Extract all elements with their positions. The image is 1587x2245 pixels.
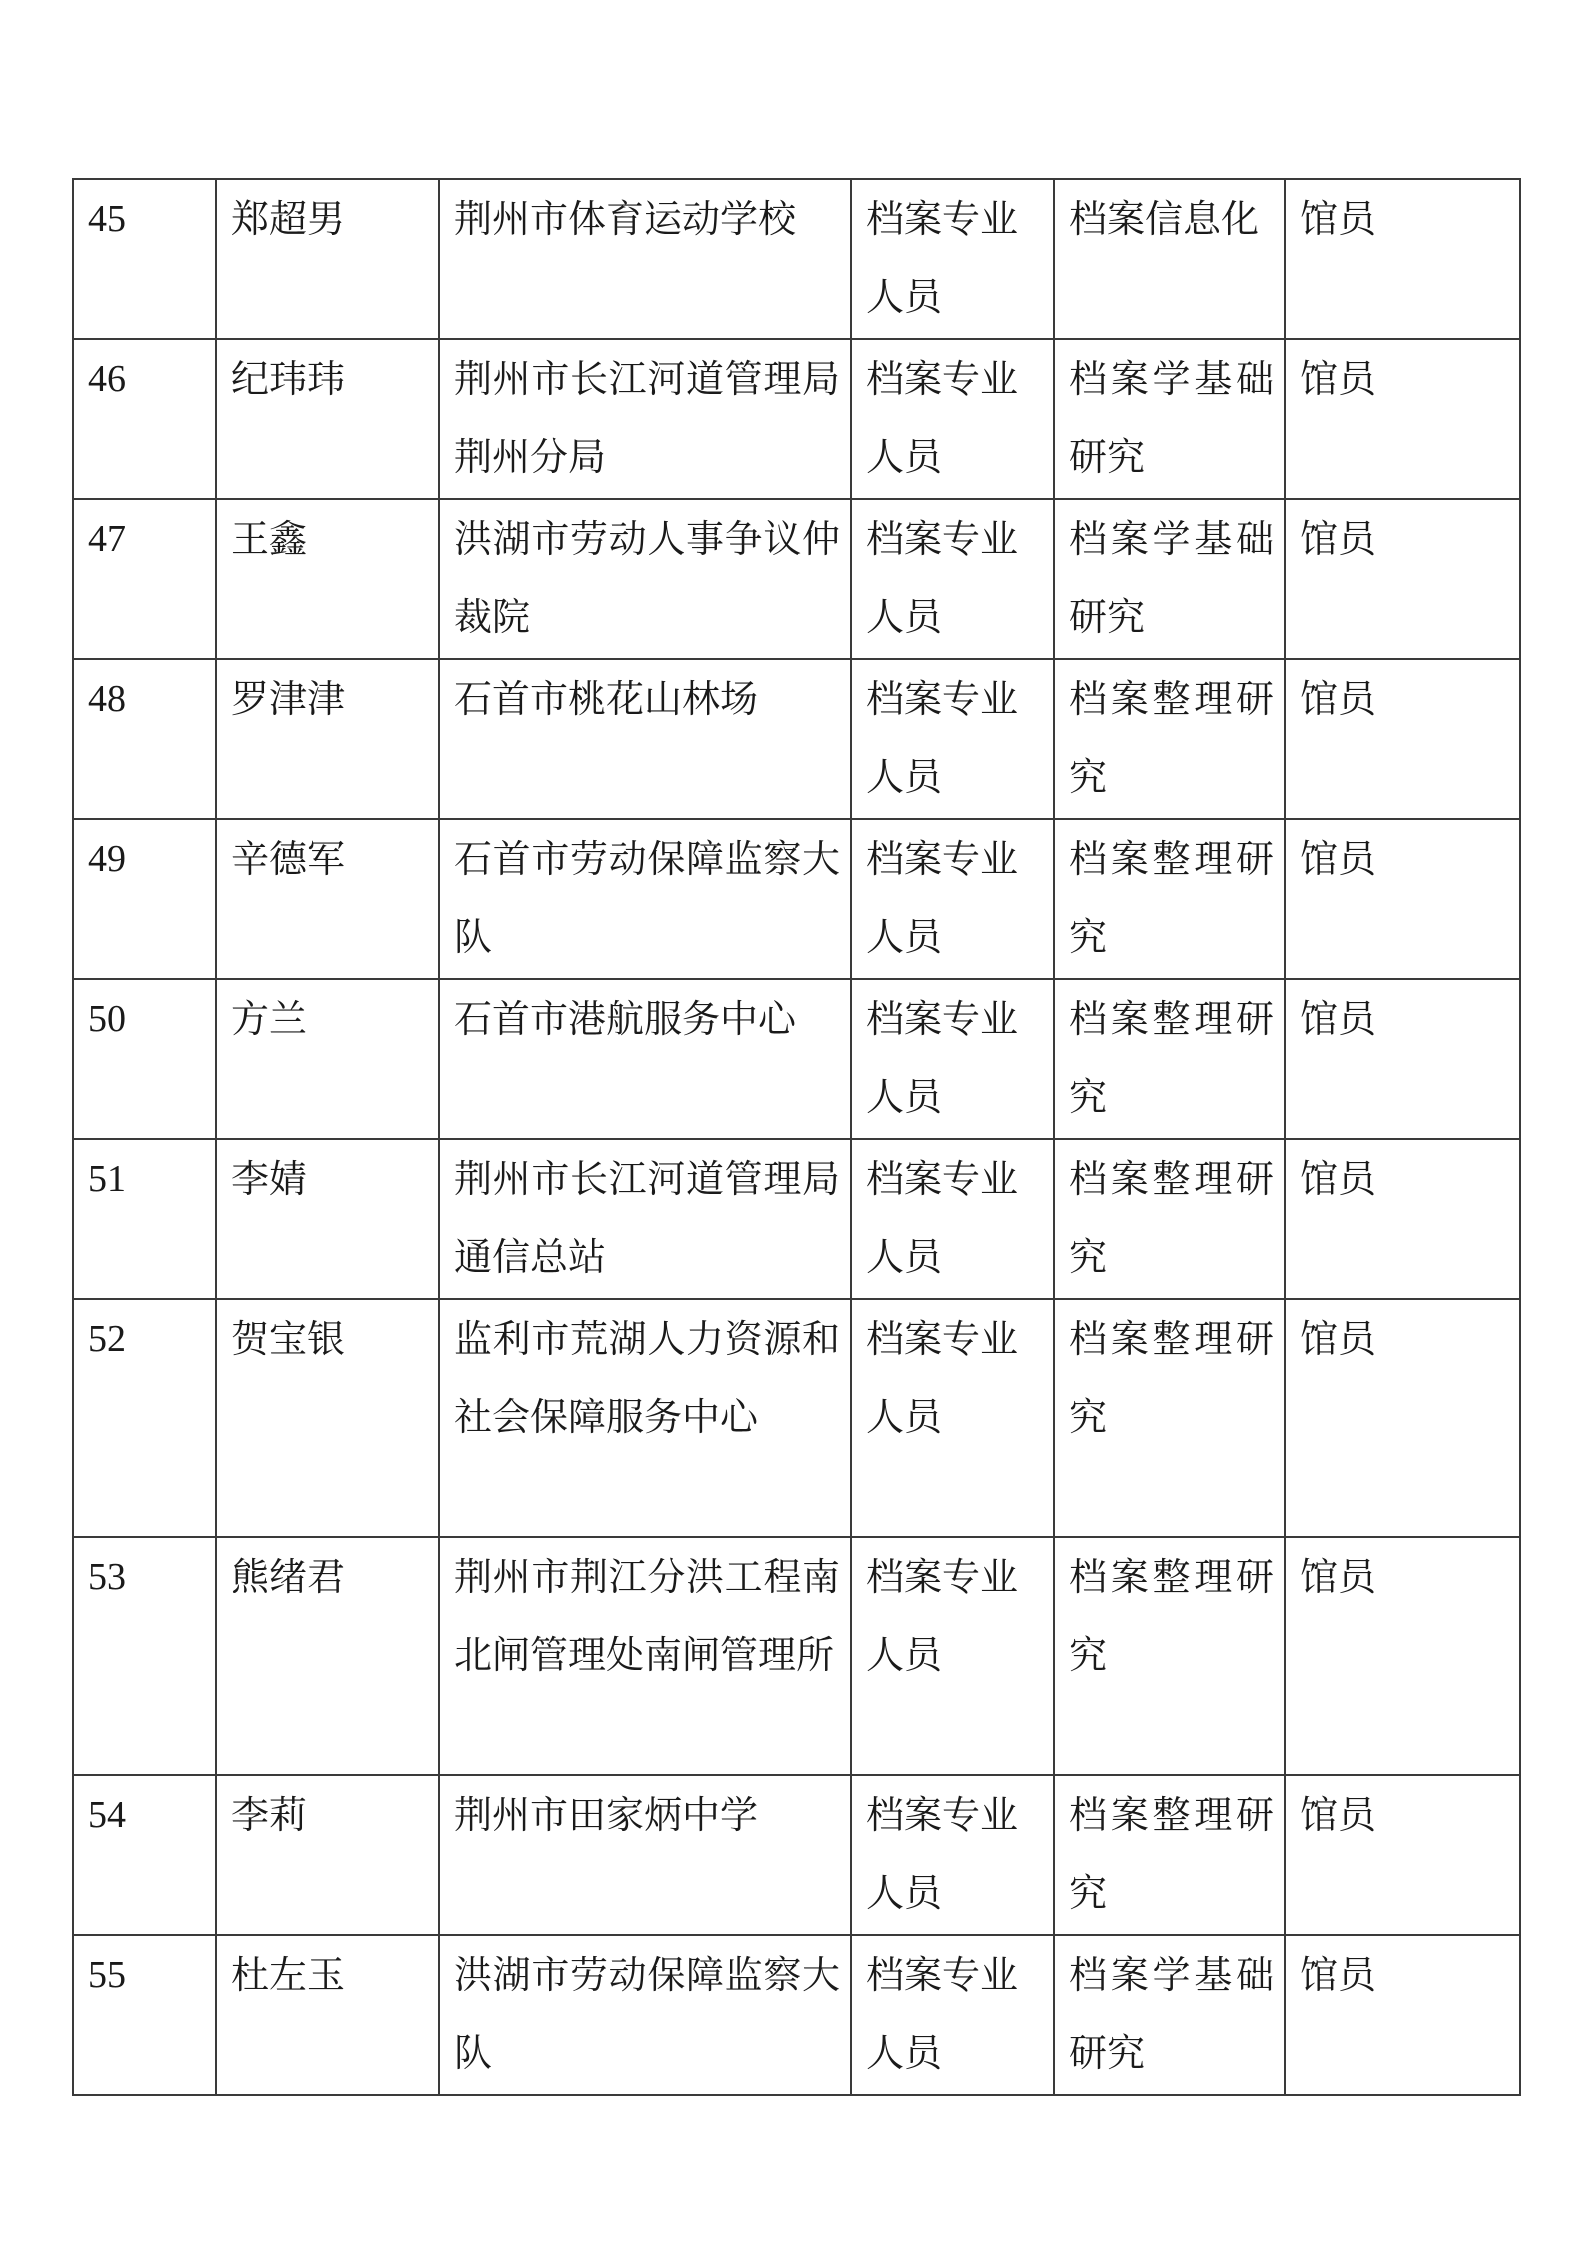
row-number-text: 55 bbox=[88, 1954, 126, 1996]
row-number-text: 50 bbox=[88, 998, 126, 1040]
personnel-category-cell bbox=[851, 1299, 1054, 1537]
person-name-text: 郑超男 bbox=[231, 197, 346, 241]
row-number-text: 48 bbox=[88, 678, 126, 720]
person-name-text: 贺宝银 bbox=[231, 1317, 346, 1361]
research-direction-cell bbox=[1054, 979, 1285, 1139]
work-unit-text: 荆州市长江河道管理局荆州分局 bbox=[454, 357, 840, 479]
work-unit-text: 荆州市长江河道管理局通信总站 bbox=[454, 1157, 840, 1279]
professional-title-cell bbox=[1285, 1775, 1520, 1935]
personnel-category-text: 档案专业人员 bbox=[866, 1793, 1019, 1915]
table-row bbox=[73, 659, 1520, 819]
work-unit-cell bbox=[439, 1935, 851, 2095]
person-name-cell bbox=[216, 819, 439, 979]
professional-title-text: 馆员 bbox=[1300, 1793, 1377, 1837]
personnel-table bbox=[72, 178, 1521, 2096]
work-unit-cell bbox=[439, 659, 851, 819]
work-unit-cell bbox=[439, 1537, 851, 1775]
personnel-category-text: 档案专业人员 bbox=[866, 197, 1019, 319]
professional-title-text: 馆员 bbox=[1300, 357, 1377, 401]
research-direction-text: 档案学基础研究 bbox=[1069, 517, 1274, 639]
work-unit-cell bbox=[439, 979, 851, 1139]
row-number-text: 45 bbox=[88, 198, 126, 240]
professional-title-cell bbox=[1285, 819, 1520, 979]
personnel-category-text: 档案专业人员 bbox=[866, 677, 1019, 799]
row-number-text: 53 bbox=[88, 1556, 126, 1598]
person-name-cell bbox=[216, 1139, 439, 1299]
personnel-category-cell bbox=[851, 179, 1054, 339]
research-direction-text: 档案整理研究 bbox=[1069, 1555, 1274, 1677]
person-name-cell bbox=[216, 659, 439, 819]
row-number-cell bbox=[73, 1775, 216, 1935]
professional-title-cell bbox=[1285, 659, 1520, 819]
research-direction-text: 档案整理研究 bbox=[1069, 997, 1274, 1119]
research-direction-text: 档案整理研究 bbox=[1069, 837, 1274, 959]
professional-title-text: 馆员 bbox=[1300, 837, 1377, 881]
person-name-text: 李莉 bbox=[231, 1793, 308, 1837]
row-number-cell bbox=[73, 179, 216, 339]
table-row bbox=[73, 1537, 1520, 1775]
personnel-category-cell bbox=[851, 1935, 1054, 2095]
personnel-category-cell bbox=[851, 979, 1054, 1139]
person-name-cell bbox=[216, 499, 439, 659]
personnel-category-text: 档案专业人员 bbox=[866, 837, 1019, 959]
work-unit-cell bbox=[439, 1299, 851, 1537]
work-unit-cell bbox=[439, 179, 851, 339]
research-direction-cell bbox=[1054, 1935, 1285, 2095]
row-number-text: 46 bbox=[88, 358, 126, 400]
work-unit-text: 荆州市田家炳中学 bbox=[454, 1793, 759, 1837]
work-unit-text: 洪湖市劳动人事争议仲裁院 bbox=[454, 517, 840, 639]
research-direction-text: 档案整理研究 bbox=[1069, 1793, 1274, 1915]
row-number-cell bbox=[73, 499, 216, 659]
professional-title-cell bbox=[1285, 1537, 1520, 1775]
personnel-category-cell bbox=[851, 1775, 1054, 1935]
person-name-text: 纪玮玮 bbox=[231, 357, 346, 401]
person-name-cell bbox=[216, 1299, 439, 1537]
personnel-category-cell bbox=[851, 1139, 1054, 1299]
row-number-cell bbox=[73, 1299, 216, 1537]
table-row bbox=[73, 1299, 1520, 1537]
research-direction-cell bbox=[1054, 1299, 1285, 1537]
research-direction-text: 档案学基础研究 bbox=[1069, 1953, 1274, 2075]
person-name-cell bbox=[216, 1537, 439, 1775]
work-unit-text: 荆州市体育运动学校 bbox=[454, 197, 797, 241]
table-row bbox=[73, 1935, 1520, 2095]
work-unit-text: 监利市荒湖人力资源和社会保障服务中心 bbox=[454, 1317, 840, 1439]
professional-title-text: 馆员 bbox=[1300, 1555, 1377, 1599]
row-number-cell bbox=[73, 1139, 216, 1299]
professional-title-text: 馆员 bbox=[1300, 1317, 1377, 1361]
person-name-cell bbox=[216, 1775, 439, 1935]
work-unit-text: 石首市劳动保障监察大队 bbox=[454, 837, 840, 959]
work-unit-cell bbox=[439, 339, 851, 499]
research-direction-cell bbox=[1054, 819, 1285, 979]
professional-title-text: 馆员 bbox=[1300, 677, 1377, 721]
research-direction-cell bbox=[1054, 1775, 1285, 1935]
table-row bbox=[73, 179, 1520, 339]
professional-title-text: 馆员 bbox=[1300, 1953, 1377, 1997]
person-name-cell bbox=[216, 179, 439, 339]
person-name-cell bbox=[216, 1935, 439, 2095]
research-direction-cell bbox=[1054, 1537, 1285, 1775]
research-direction-text: 档案信息化 bbox=[1069, 197, 1260, 241]
professional-title-cell bbox=[1285, 499, 1520, 659]
table-row bbox=[73, 979, 1520, 1139]
row-number-text: 47 bbox=[88, 518, 126, 560]
person-name-text: 李婧 bbox=[231, 1157, 308, 1201]
work-unit-text: 石首市港航服务中心 bbox=[454, 997, 797, 1041]
research-direction-text: 档案整理研究 bbox=[1069, 677, 1274, 799]
personnel-category-text: 档案专业人员 bbox=[866, 997, 1019, 1119]
table-row bbox=[73, 339, 1520, 499]
row-number-cell bbox=[73, 659, 216, 819]
research-direction-cell bbox=[1054, 339, 1285, 499]
professional-title-cell bbox=[1285, 1935, 1520, 2095]
work-unit-cell bbox=[439, 499, 851, 659]
row-number-cell bbox=[73, 819, 216, 979]
professional-title-text: 馆员 bbox=[1300, 1157, 1377, 1201]
professional-title-cell bbox=[1285, 339, 1520, 499]
table-row bbox=[73, 819, 1520, 979]
research-direction-text: 档案整理研究 bbox=[1069, 1157, 1274, 1279]
personnel-category-cell bbox=[851, 659, 1054, 819]
research-direction-cell bbox=[1054, 659, 1285, 819]
person-name-text: 杜左玉 bbox=[231, 1953, 346, 1997]
work-unit-cell bbox=[439, 1775, 851, 1935]
row-number-text: 51 bbox=[88, 1158, 126, 1200]
personnel-category-cell bbox=[851, 339, 1054, 499]
research-direction-cell bbox=[1054, 1139, 1285, 1299]
person-name-text: 熊绪君 bbox=[231, 1555, 346, 1599]
professional-title-cell bbox=[1285, 1299, 1520, 1537]
personnel-category-cell bbox=[851, 1537, 1054, 1775]
professional-title-text: 馆员 bbox=[1300, 997, 1377, 1041]
person-name-cell bbox=[216, 979, 439, 1139]
work-unit-cell bbox=[439, 1139, 851, 1299]
table-row bbox=[73, 1775, 1520, 1935]
table-row bbox=[73, 499, 1520, 659]
professional-title-cell bbox=[1285, 179, 1520, 339]
research-direction-cell bbox=[1054, 179, 1285, 339]
work-unit-cell bbox=[439, 819, 851, 979]
personnel-category-text: 档案专业人员 bbox=[866, 1317, 1019, 1439]
person-name-text: 王鑫 bbox=[231, 517, 308, 561]
professional-title-cell bbox=[1285, 1139, 1520, 1299]
work-unit-text: 洪湖市劳动保障监察大队 bbox=[454, 1953, 840, 2075]
row-number-cell bbox=[73, 1935, 216, 2095]
row-number-text: 49 bbox=[88, 838, 126, 880]
row-number-cell bbox=[73, 339, 216, 499]
row-number-text: 52 bbox=[88, 1318, 126, 1360]
person-name-text: 罗津津 bbox=[231, 677, 346, 721]
personnel-category-text: 档案专业人员 bbox=[866, 1953, 1019, 2075]
professional-title-text: 馆员 bbox=[1300, 517, 1377, 561]
personnel-category-text: 档案专业人员 bbox=[866, 357, 1019, 479]
research-direction-text: 档案整理研究 bbox=[1069, 1317, 1274, 1439]
table-row bbox=[73, 1139, 1520, 1299]
research-direction-cell bbox=[1054, 499, 1285, 659]
work-unit-text: 石首市桃花山林场 bbox=[454, 677, 759, 721]
row-number-cell bbox=[73, 1537, 216, 1775]
personnel-category-text: 档案专业人员 bbox=[866, 1157, 1019, 1279]
personnel-category-text: 档案专业人员 bbox=[866, 1555, 1019, 1677]
row-number-text: 54 bbox=[88, 1794, 126, 1836]
person-name-cell bbox=[216, 339, 439, 499]
person-name-text: 辛德军 bbox=[231, 837, 346, 881]
personnel-category-cell bbox=[851, 819, 1054, 979]
professional-title-text: 馆员 bbox=[1300, 197, 1377, 241]
row-number-cell bbox=[73, 979, 216, 1139]
personnel-category-cell bbox=[851, 499, 1054, 659]
research-direction-text: 档案学基础研究 bbox=[1069, 357, 1274, 479]
personnel-category-text: 档案专业人员 bbox=[866, 517, 1019, 639]
personnel-table-body bbox=[73, 179, 1520, 2095]
work-unit-text: 荆州市荆江分洪工程南北闸管理处南闸管理所 bbox=[454, 1555, 840, 1677]
professional-title-cell bbox=[1285, 979, 1520, 1139]
person-name-text: 方兰 bbox=[231, 997, 308, 1041]
